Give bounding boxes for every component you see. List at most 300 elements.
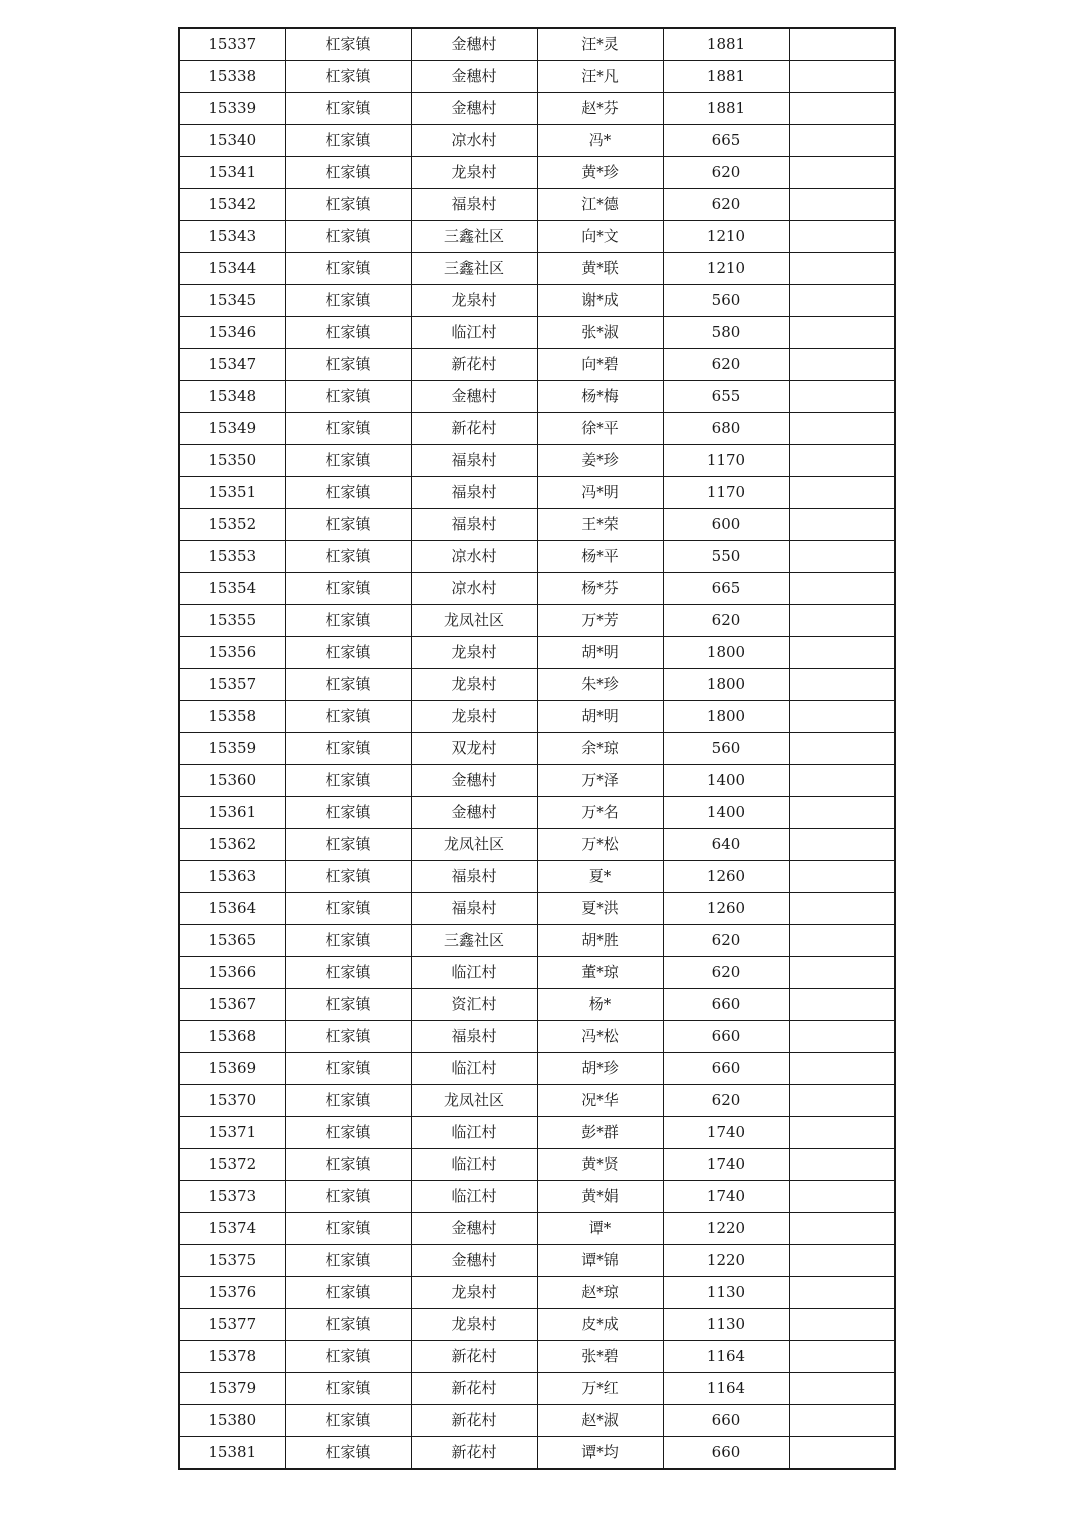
village-cell: 金穗村: [411, 381, 537, 413]
row-number-cell: 15377: [179, 1309, 285, 1341]
table-row: [179, 445, 895, 477]
town-cell: 杠家镇: [285, 28, 411, 61]
name-cell: 赵*淑: [537, 1405, 663, 1437]
name-cell: 谢*成: [537, 285, 663, 317]
amount-cell: 560: [663, 285, 789, 317]
amount-cell: 1210: [663, 221, 789, 253]
town-cell: 杠家镇: [285, 1277, 411, 1309]
name-cell: 赵*琼: [537, 1277, 663, 1309]
table-row: [179, 1021, 895, 1053]
amount-cell: 1400: [663, 765, 789, 797]
village-cell: 福泉村: [411, 1021, 537, 1053]
town-cell: 杠家镇: [285, 317, 411, 349]
table-row: [179, 285, 895, 317]
table-row: [179, 797, 895, 829]
name-cell: 皮*成: [537, 1309, 663, 1341]
note-cell: [789, 541, 895, 573]
row-number-cell: 15337: [179, 28, 285, 61]
town-cell: 杠家镇: [285, 1373, 411, 1405]
town-cell: 杠家镇: [285, 1341, 411, 1373]
row-number-cell: 15349: [179, 413, 285, 445]
amount-cell: 1130: [663, 1309, 789, 1341]
town-cell: 杠家镇: [285, 1117, 411, 1149]
name-cell: 姜*珍: [537, 445, 663, 477]
note-cell: [789, 1053, 895, 1085]
village-cell: 福泉村: [411, 861, 537, 893]
village-cell: 临江村: [411, 1117, 537, 1149]
table-row: [179, 157, 895, 189]
amount-cell: 1881: [663, 28, 789, 61]
table-row: [179, 509, 895, 541]
row-number-cell: 15370: [179, 1085, 285, 1117]
table-row: [179, 477, 895, 509]
town-cell: 杠家镇: [285, 957, 411, 989]
name-cell: 夏*: [537, 861, 663, 893]
village-cell: 福泉村: [411, 445, 537, 477]
note-cell: [789, 253, 895, 285]
town-cell: 杠家镇: [285, 1021, 411, 1053]
name-cell: 胡*明: [537, 701, 663, 733]
name-cell: 冯*松: [537, 1021, 663, 1053]
note-cell: [789, 317, 895, 349]
row-number-cell: 15356: [179, 637, 285, 669]
table-row: [179, 1245, 895, 1277]
row-number-cell: 15375: [179, 1245, 285, 1277]
note-cell: [789, 413, 895, 445]
amount-cell: 1130: [663, 1277, 789, 1309]
table-row: [179, 381, 895, 413]
village-cell: 龙凤社区: [411, 1085, 537, 1117]
town-cell: 杠家镇: [285, 509, 411, 541]
row-number-cell: 15367: [179, 989, 285, 1021]
town-cell: 杠家镇: [285, 1213, 411, 1245]
name-cell: 江*德: [537, 189, 663, 221]
row-number-cell: 15340: [179, 125, 285, 157]
town-cell: 杠家镇: [285, 1309, 411, 1341]
town-cell: 杠家镇: [285, 669, 411, 701]
table-row: [179, 28, 895, 61]
note-cell: [789, 509, 895, 541]
table-row: [179, 317, 895, 349]
town-cell: 杠家镇: [285, 221, 411, 253]
name-cell: 谭*锦: [537, 1245, 663, 1277]
table-row: [179, 1373, 895, 1405]
table-row: [179, 93, 895, 125]
village-cell: 龙泉村: [411, 157, 537, 189]
village-cell: 凉水村: [411, 573, 537, 605]
row-number-cell: 15365: [179, 925, 285, 957]
table-row: [179, 349, 895, 381]
name-cell: 黄*联: [537, 253, 663, 285]
name-cell: 汪*灵: [537, 28, 663, 61]
village-cell: 金穗村: [411, 28, 537, 61]
row-number-cell: 15373: [179, 1181, 285, 1213]
row-number-cell: 15350: [179, 445, 285, 477]
table-row: [179, 765, 895, 797]
note-cell: [789, 445, 895, 477]
town-cell: 杠家镇: [285, 861, 411, 893]
row-number-cell: 15363: [179, 861, 285, 893]
amount-cell: 1260: [663, 893, 789, 925]
table-row: [179, 221, 895, 253]
row-number-cell: 15358: [179, 701, 285, 733]
amount-cell: 550: [663, 541, 789, 573]
village-cell: 龙泉村: [411, 1309, 537, 1341]
note-cell: [789, 381, 895, 413]
row-number-cell: 15355: [179, 605, 285, 637]
village-cell: 新花村: [411, 1405, 537, 1437]
village-cell: 金穗村: [411, 1213, 537, 1245]
name-cell: 冯*明: [537, 477, 663, 509]
row-number-cell: 15342: [179, 189, 285, 221]
note-cell: [789, 28, 895, 61]
town-cell: 杠家镇: [285, 413, 411, 445]
row-number-cell: 15366: [179, 957, 285, 989]
name-cell: 彭*群: [537, 1117, 663, 1149]
amount-cell: 620: [663, 925, 789, 957]
town-cell: 杠家镇: [285, 189, 411, 221]
amount-cell: 620: [663, 349, 789, 381]
town-cell: 杠家镇: [285, 349, 411, 381]
village-cell: 新花村: [411, 413, 537, 445]
note-cell: [789, 573, 895, 605]
name-cell: 汪*凡: [537, 61, 663, 93]
table-row: [179, 189, 895, 221]
name-cell: 余*琼: [537, 733, 663, 765]
village-cell: 资汇村: [411, 989, 537, 1021]
amount-cell: 1740: [663, 1117, 789, 1149]
name-cell: 杨*平: [537, 541, 663, 573]
note-cell: [789, 925, 895, 957]
table-row: [179, 829, 895, 861]
village-cell: 福泉村: [411, 477, 537, 509]
row-number-cell: 15361: [179, 797, 285, 829]
table-row: [179, 413, 895, 445]
note-cell: [789, 1405, 895, 1437]
table-row: [179, 1149, 895, 1181]
town-cell: 杠家镇: [285, 573, 411, 605]
note-cell: [789, 1341, 895, 1373]
name-cell: 况*华: [537, 1085, 663, 1117]
town-cell: 杠家镇: [285, 925, 411, 957]
note-cell: [789, 1181, 895, 1213]
note-cell: [789, 1373, 895, 1405]
name-cell: 赵*芬: [537, 93, 663, 125]
village-cell: 龙凤社区: [411, 605, 537, 637]
town-cell: 杠家镇: [285, 1405, 411, 1437]
town-cell: 杠家镇: [285, 1149, 411, 1181]
amount-cell: 620: [663, 957, 789, 989]
town-cell: 杠家镇: [285, 541, 411, 573]
table-row: [179, 573, 895, 605]
name-cell: 谭*: [537, 1213, 663, 1245]
note-cell: [789, 829, 895, 861]
name-cell: 冯*: [537, 125, 663, 157]
town-cell: 杠家镇: [285, 445, 411, 477]
amount-cell: 1800: [663, 637, 789, 669]
row-number-cell: 15369: [179, 1053, 285, 1085]
name-cell: 董*琼: [537, 957, 663, 989]
town-cell: 杠家镇: [285, 61, 411, 93]
row-number-cell: 15354: [179, 573, 285, 605]
village-cell: 凉水村: [411, 541, 537, 573]
amount-cell: 1220: [663, 1245, 789, 1277]
table-row: [179, 1309, 895, 1341]
village-cell: 临江村: [411, 957, 537, 989]
name-cell: 王*荣: [537, 509, 663, 541]
village-cell: 新花村: [411, 349, 537, 381]
table-row: [179, 1341, 895, 1373]
note-cell: [789, 157, 895, 189]
town-cell: 杠家镇: [285, 797, 411, 829]
row-number-cell: 15359: [179, 733, 285, 765]
name-cell: 夏*洪: [537, 893, 663, 925]
amount-cell: 620: [663, 1085, 789, 1117]
subsidy-list-table: [178, 27, 896, 1470]
name-cell: 万*名: [537, 797, 663, 829]
note-cell: [789, 61, 895, 93]
table-row: [179, 957, 895, 989]
row-number-cell: 15339: [179, 93, 285, 125]
town-cell: 杠家镇: [285, 93, 411, 125]
table-row: [179, 637, 895, 669]
amount-cell: 660: [663, 1021, 789, 1053]
name-cell: 杨*芬: [537, 573, 663, 605]
row-number-cell: 15362: [179, 829, 285, 861]
town-cell: 杠家镇: [285, 125, 411, 157]
row-number-cell: 15353: [179, 541, 285, 573]
village-cell: 龙凤社区: [411, 829, 537, 861]
village-cell: 金穗村: [411, 93, 537, 125]
amount-cell: 660: [663, 989, 789, 1021]
table-row: [179, 541, 895, 573]
amount-cell: 660: [663, 1405, 789, 1437]
amount-cell: 1400: [663, 797, 789, 829]
village-cell: 三鑫社区: [411, 253, 537, 285]
table-body: [179, 28, 895, 1469]
town-cell: 杠家镇: [285, 829, 411, 861]
town-cell: 杠家镇: [285, 1085, 411, 1117]
name-cell: 万*芳: [537, 605, 663, 637]
note-cell: [789, 893, 895, 925]
note-cell: [789, 605, 895, 637]
row-number-cell: 15380: [179, 1405, 285, 1437]
note-cell: [789, 797, 895, 829]
table-row: [179, 989, 895, 1021]
note-cell: [789, 1149, 895, 1181]
row-number-cell: 15352: [179, 509, 285, 541]
town-cell: 杠家镇: [285, 1437, 411, 1470]
table-row: [179, 669, 895, 701]
name-cell: 万*泽: [537, 765, 663, 797]
table-row: [179, 253, 895, 285]
village-cell: 新花村: [411, 1373, 537, 1405]
town-cell: 杠家镇: [285, 1181, 411, 1213]
amount-cell: 560: [663, 733, 789, 765]
note-cell: [789, 221, 895, 253]
table-row: [179, 1213, 895, 1245]
row-number-cell: 15344: [179, 253, 285, 285]
village-cell: 金穗村: [411, 1245, 537, 1277]
note-cell: [789, 1021, 895, 1053]
name-cell: 朱*珍: [537, 669, 663, 701]
table-row: [179, 1085, 895, 1117]
note-cell: [789, 285, 895, 317]
town-cell: 杠家镇: [285, 893, 411, 925]
amount-cell: 1164: [663, 1341, 789, 1373]
amount-cell: 620: [663, 157, 789, 189]
name-cell: 胡*明: [537, 637, 663, 669]
name-cell: 杨*梅: [537, 381, 663, 413]
amount-cell: 580: [663, 317, 789, 349]
row-number-cell: 15368: [179, 1021, 285, 1053]
name-cell: 万*松: [537, 829, 663, 861]
note-cell: [789, 189, 895, 221]
village-cell: 新花村: [411, 1341, 537, 1373]
village-cell: 临江村: [411, 1149, 537, 1181]
row-number-cell: 15348: [179, 381, 285, 413]
row-number-cell: 15341: [179, 157, 285, 189]
town-cell: 杠家镇: [285, 1053, 411, 1085]
village-cell: 三鑫社区: [411, 221, 537, 253]
amount-cell: 660: [663, 1053, 789, 1085]
row-number-cell: 15371: [179, 1117, 285, 1149]
town-cell: 杠家镇: [285, 285, 411, 317]
town-cell: 杠家镇: [285, 701, 411, 733]
town-cell: 杠家镇: [285, 637, 411, 669]
town-cell: 杠家镇: [285, 381, 411, 413]
amount-cell: 660: [663, 1437, 789, 1470]
village-cell: 临江村: [411, 1181, 537, 1213]
amount-cell: 1210: [663, 253, 789, 285]
note-cell: [789, 1117, 895, 1149]
amount-cell: 600: [663, 509, 789, 541]
village-cell: 龙泉村: [411, 285, 537, 317]
table-row: [179, 893, 895, 925]
row-number-cell: 15381: [179, 1437, 285, 1470]
amount-cell: 620: [663, 605, 789, 637]
row-number-cell: 15338: [179, 61, 285, 93]
row-number-cell: 15378: [179, 1341, 285, 1373]
table-row: [179, 605, 895, 637]
row-number-cell: 15343: [179, 221, 285, 253]
village-cell: 凉水村: [411, 125, 537, 157]
town-cell: 杠家镇: [285, 733, 411, 765]
note-cell: [789, 733, 895, 765]
village-cell: 福泉村: [411, 509, 537, 541]
amount-cell: 1740: [663, 1149, 789, 1181]
amount-cell: 620: [663, 189, 789, 221]
note-cell: [789, 125, 895, 157]
town-cell: 杠家镇: [285, 989, 411, 1021]
table-row: [179, 1181, 895, 1213]
row-number-cell: 15346: [179, 317, 285, 349]
note-cell: [789, 1085, 895, 1117]
table-row: [179, 1405, 895, 1437]
note-cell: [789, 861, 895, 893]
amount-cell: 1740: [663, 1181, 789, 1213]
village-cell: 金穗村: [411, 797, 537, 829]
village-cell: 龙泉村: [411, 701, 537, 733]
name-cell: 黄*贤: [537, 1149, 663, 1181]
village-cell: 三鑫社区: [411, 925, 537, 957]
name-cell: 万*红: [537, 1373, 663, 1405]
note-cell: [789, 765, 895, 797]
village-cell: 龙泉村: [411, 669, 537, 701]
name-cell: 黄*娟: [537, 1181, 663, 1213]
row-number-cell: 15347: [179, 349, 285, 381]
town-cell: 杠家镇: [285, 157, 411, 189]
name-cell: 张*淑: [537, 317, 663, 349]
village-cell: 龙泉村: [411, 637, 537, 669]
village-cell: 福泉村: [411, 893, 537, 925]
name-cell: 张*碧: [537, 1341, 663, 1373]
row-number-cell: 15379: [179, 1373, 285, 1405]
amount-cell: 1220: [663, 1213, 789, 1245]
village-cell: 金穗村: [411, 61, 537, 93]
note-cell: [789, 1245, 895, 1277]
amount-cell: 1800: [663, 701, 789, 733]
table-row: [179, 861, 895, 893]
row-number-cell: 15374: [179, 1213, 285, 1245]
note-cell: [789, 957, 895, 989]
note-cell: [789, 1213, 895, 1245]
town-cell: 杠家镇: [285, 765, 411, 797]
name-cell: 黄*珍: [537, 157, 663, 189]
table-row: [179, 1053, 895, 1085]
note-cell: [789, 1437, 895, 1470]
note-cell: [789, 1277, 895, 1309]
amount-cell: 1164: [663, 1373, 789, 1405]
amount-cell: 1260: [663, 861, 789, 893]
note-cell: [789, 349, 895, 381]
table-row: [179, 1277, 895, 1309]
row-number-cell: 15376: [179, 1277, 285, 1309]
table-row: [179, 701, 895, 733]
name-cell: 谭*均: [537, 1437, 663, 1470]
note-cell: [789, 989, 895, 1021]
village-cell: 双龙村: [411, 733, 537, 765]
amount-cell: 655: [663, 381, 789, 413]
village-cell: 新花村: [411, 1437, 537, 1470]
note-cell: [789, 93, 895, 125]
town-cell: 杠家镇: [285, 1245, 411, 1277]
row-number-cell: 15351: [179, 477, 285, 509]
amount-cell: 1881: [663, 93, 789, 125]
table-row: [179, 925, 895, 957]
table-row: [179, 733, 895, 765]
note-cell: [789, 637, 895, 669]
row-number-cell: 15360: [179, 765, 285, 797]
note-cell: [789, 477, 895, 509]
amount-cell: 1800: [663, 669, 789, 701]
row-number-cell: 15364: [179, 893, 285, 925]
name-cell: 徐*平: [537, 413, 663, 445]
row-number-cell: 15372: [179, 1149, 285, 1181]
amount-cell: 665: [663, 125, 789, 157]
village-cell: 福泉村: [411, 189, 537, 221]
name-cell: 杨*: [537, 989, 663, 1021]
village-cell: 临江村: [411, 1053, 537, 1085]
amount-cell: 680: [663, 413, 789, 445]
town-cell: 杠家镇: [285, 605, 411, 637]
row-number-cell: 15345: [179, 285, 285, 317]
note-cell: [789, 669, 895, 701]
name-cell: 胡*珍: [537, 1053, 663, 1085]
amount-cell: 1881: [663, 61, 789, 93]
town-cell: 杠家镇: [285, 253, 411, 285]
table-row: [179, 1117, 895, 1149]
